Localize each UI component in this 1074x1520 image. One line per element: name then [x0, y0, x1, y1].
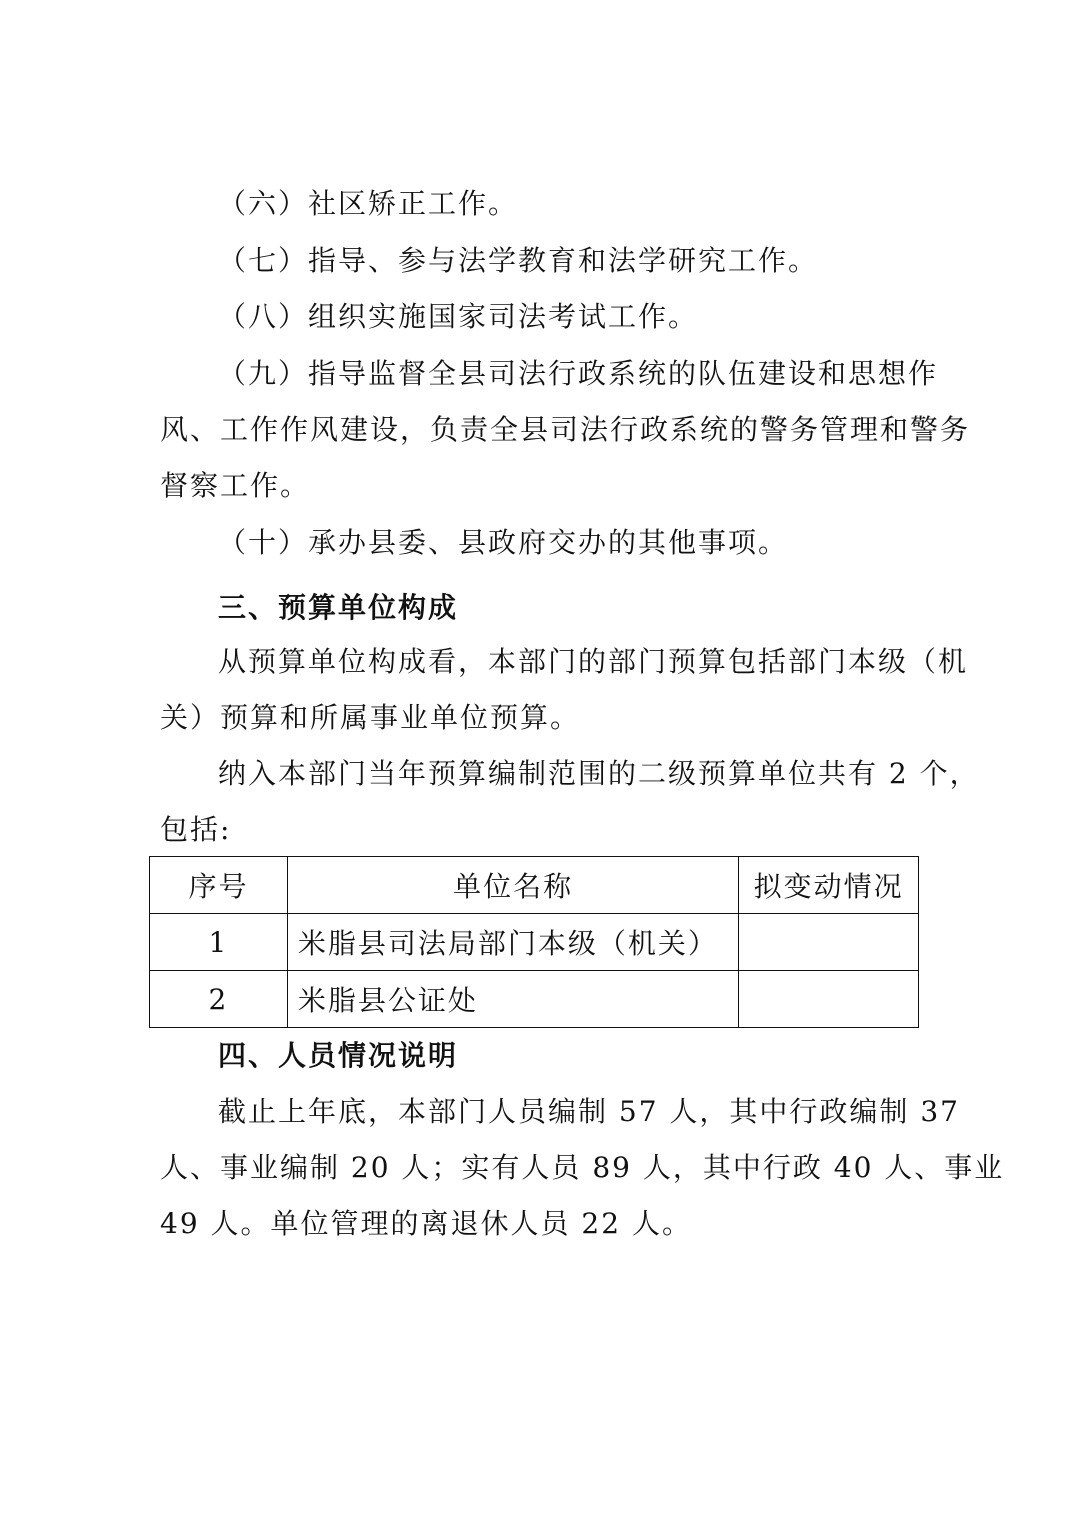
table-row	[150, 914, 919, 971]
row-change	[739, 914, 919, 971]
header-name: 单位名称	[287, 857, 738, 914]
item-9-line-3: 督察工作。	[160, 469, 311, 502]
section-3-para-1-line-2: 关）预算和所属事业单位预算。	[160, 701, 581, 734]
section-4-para-line-2: 人、事业编制 20 人；实有人员 89 人，其中行政 40 人、事业	[160, 1151, 1005, 1184]
table-row	[150, 971, 919, 1028]
section-3-para-1-line-1: 从预算单位构成看，本部门的部门预算包括部门本级（机	[218, 645, 969, 678]
header-no: 序号	[150, 857, 288, 914]
item-6: （六）社区矫正工作。	[218, 187, 519, 220]
item-7: （七）指导、参与法学教育和法学研究工作。	[218, 244, 819, 277]
item-10: （十）承办县委、县政府交办的其他事项。	[218, 526, 789, 559]
item-8: （八）组织实施国家司法考试工作。	[218, 300, 699, 333]
item-9-line-1: （九）指导监督全县司法行政系统的队伍建设和思想作	[218, 357, 939, 390]
row-name: 米脂县公证处	[287, 971, 738, 1028]
section-3-para-2-line-1: 纳入本部门当年预算编制范围的二级预算单位共有 2 个，	[218, 757, 980, 790]
table-header-row	[150, 857, 919, 914]
section-4-para-line-3: 49 人。单位管理的离退休人员 22 人。	[160, 1207, 692, 1240]
row-no: 2	[150, 971, 288, 1028]
header-change: 拟变动情况	[739, 857, 919, 914]
row-change	[739, 971, 919, 1028]
section-3-para-2-line-2: 包括:	[160, 813, 232, 846]
item-9-line-2: 风、工作作风建设，负责全县司法行政系统的警务管理和警务	[160, 413, 971, 446]
row-name: 米脂县司法局部门本级（机关）	[287, 914, 738, 971]
section-4-para-line-1: 截止上年底，本部门人员编制 57 人，其中行政编制 37	[218, 1095, 960, 1128]
section-4-heading: 四、人员情况说明	[218, 1039, 459, 1072]
budget-units-table	[149, 856, 919, 1028]
row-no: 1	[150, 914, 288, 971]
section-3-heading: 三、预算单位构成	[218, 591, 459, 624]
